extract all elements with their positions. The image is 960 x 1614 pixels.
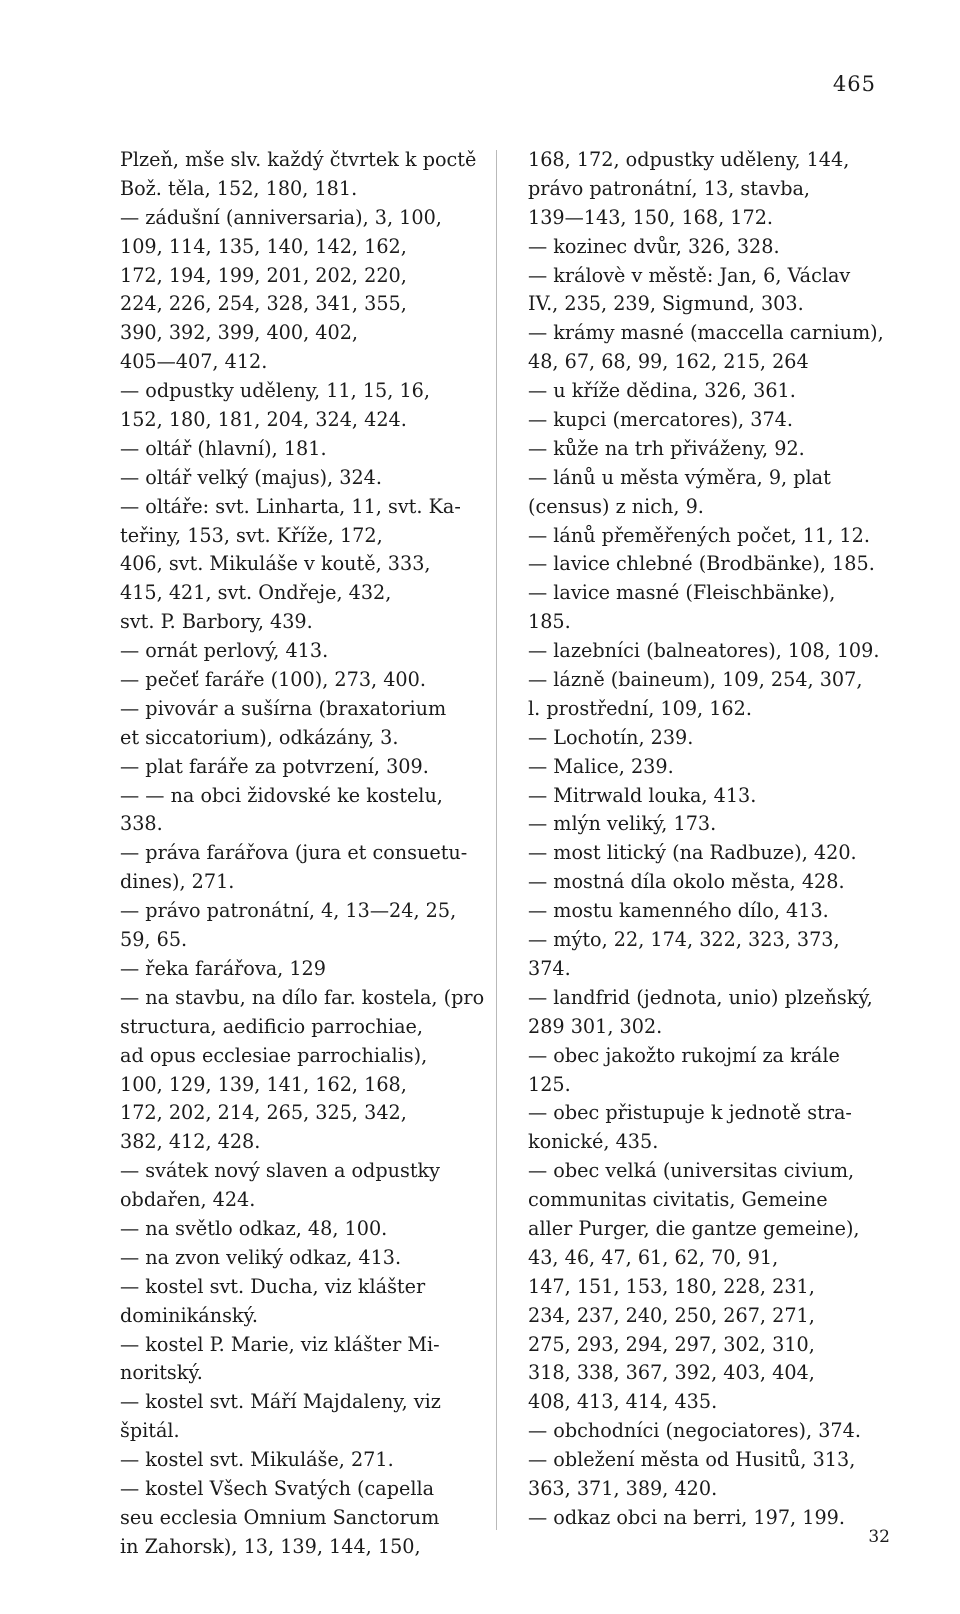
index-entry-line: — lázně (baineum), 109, 254, 307, — [528, 668, 863, 692]
index-entry-line: — obec přistupuje k jednotě stra- — [528, 1101, 852, 1125]
index-entry-line: — řeka farářova, 129 — [120, 956, 326, 980]
index-entry-line: — Mitrwald louka, 413. — [528, 783, 757, 807]
index-entry-line: IV., 235, 239, Sigmund, 303. — [528, 292, 804, 316]
index-entry-line: — obchodníci (negociatores), 374. — [528, 1419, 861, 1443]
index-entry-line: — obležení města od Husitů, 313, — [528, 1448, 856, 1472]
index-entry-line: (census) z nich, 9. — [528, 494, 704, 518]
index-entry-line: 374. — [528, 956, 571, 980]
index-entry-line: 338. — [120, 812, 163, 836]
index-entry-line: — pivovár a sušírna (braxatorium — [120, 696, 447, 720]
index-entry-line: 139—143, 150, 168, 172. — [528, 205, 773, 229]
index-entry-line: — ornát perlový, 413. — [120, 639, 329, 663]
index-entry-line: — na zvon veliký odkaz, 413. — [120, 1245, 402, 1269]
index-entry-line: špitál. — [120, 1419, 180, 1443]
index-entry-line: — — na obci židovské ke kostelu, — [120, 783, 443, 807]
index-entry-line: 48, 67, 68, 99, 162, 215, 264 — [528, 350, 809, 374]
index-entry-line: — kupci (mercatores), 374. — [528, 408, 793, 432]
index-entry-line: — na stavbu, na dílo far. kostela, (pro — [120, 985, 485, 1009]
index-entry-line: in Zahorsk), 13, 139, 144, 150, — [120, 1534, 421, 1558]
index-entry-line: — mlýn veliký, 173. — [528, 812, 717, 836]
index-entry-line: — mostná díla okolo města, 428. — [528, 870, 845, 894]
index-entry-line: — obec jakožto rukojmí za krále — [528, 1043, 840, 1067]
index-entry-line: svt. P. Barbory, 439. — [120, 610, 313, 634]
index-entry-line: 59, 65. — [120, 928, 188, 952]
index-entry-line: — kůže na trh přiváženy, 92. — [528, 436, 805, 460]
index-entry-line: 147, 151, 153, 180, 228, 231, — [528, 1274, 815, 1298]
index-entry-line: 185. — [528, 610, 571, 634]
index-entry-line: — královè v městě: Jan, 6, Václav — [528, 263, 851, 287]
index-entry-line: 275, 293, 294, 297, 302, 310, — [528, 1332, 815, 1356]
index-entry-line: — Lochotín, 239. — [528, 725, 694, 749]
index-entry-line: — Malice, 239. — [528, 754, 674, 778]
index-entry-line: — právo patronátní, 4, 13—24, 25, — [120, 899, 457, 923]
index-entry-line: — lavice chlebné (Brodbänke), 185. — [528, 552, 875, 576]
index-entry-line: — lánů přeměřených počet, 11, 12. — [528, 523, 870, 547]
index-entry-line: — plat faráře za potvrzení, 309. — [120, 754, 429, 778]
index-entry-line: dominikánský. — [120, 1303, 258, 1327]
index-entry-line: 363, 371, 389, 420. — [528, 1476, 718, 1500]
index-entry-line: communitas civitatis, Gemeine — [528, 1188, 828, 1212]
index-entry-line: 43, 46, 47, 61, 62, 70, 91, — [528, 1245, 779, 1269]
index-entry-line: noritský. — [120, 1361, 203, 1385]
index-entry-line: 125. — [528, 1072, 571, 1096]
index-entry-line: — svátek nový slaven a odpustky — [120, 1159, 441, 1183]
index-entry-line: 408, 413, 414, 435. — [528, 1390, 718, 1414]
index-entry-line: 172, 202, 214, 265, 325, 342, — [120, 1101, 407, 1125]
index-entry-line: — kozinec dvůr, 326, 328. — [528, 234, 780, 258]
index-entry-line: — pečeť faráře (100), 273, 400. — [120, 668, 426, 692]
index-entry-line: 415, 421, svt. Ondřeje, 432, — [120, 581, 392, 605]
index-entry-line: 234, 237, 240, 250, 267, 271, — [528, 1303, 815, 1327]
index-entry-line: — odkaz obci na berri, 197, 199. — [528, 1505, 845, 1529]
index-entry-line: — práva farářova (jura et consuetu- — [120, 841, 468, 865]
left-index-column — [120, 146, 488, 1562]
index-entry-line: 152, 180, 181, 204, 324, 424. — [120, 408, 407, 432]
index-entry-line: obdařen, 424. — [120, 1188, 256, 1212]
column-divider — [496, 150, 497, 1530]
index-entry-line: Bož. těla, 152, 180, 181. — [120, 176, 358, 200]
index-entry-line: — lazebníci (balneatores), 108, 109. — [528, 639, 880, 663]
index-entry-line: 289 301, 302. — [528, 1014, 663, 1038]
index-entry-line: seu ecclesia Omnium Sanctorum — [120, 1505, 440, 1529]
index-entry-line: dines), 271. — [120, 870, 235, 894]
index-entry-line: — oltáře: svt. Linharta, 11, svt. Ka- — [120, 494, 461, 518]
right-index-column — [528, 146, 910, 1533]
index-entry-line: 405—407, 412. — [120, 350, 268, 374]
index-entry-line: — mostu kamenného dílo, 413. — [528, 899, 829, 923]
index-entry-line: — kostel P. Marie, viz klášter Mi- — [120, 1332, 440, 1356]
index-entry-line: — oltář (hlavní), 181. — [120, 436, 327, 460]
index-entry-line: — oltář velký (majus), 324. — [120, 465, 382, 489]
index-entry-line: — obec velká (universitas civium, — [528, 1159, 855, 1183]
index-entry-line: právo patronátní, 13, stavba, — [528, 176, 811, 200]
index-entry-line: 168, 172, odpustky uděleny, 144, — [528, 148, 850, 171]
index-entry-line: 390, 392, 399, 400, 402, — [120, 321, 359, 345]
index-entry-line: 109, 114, 135, 140, 142, 162, — [120, 234, 407, 258]
index-entry-line: — na světlo odkaz, 48, 100. — [120, 1216, 388, 1240]
index-entry-line: — u kříže dědina, 326, 361. — [528, 379, 796, 403]
index-entry-line: 406, svt. Mikuláše v koutě, 333, — [120, 552, 431, 576]
index-entry-line: — lánů u města výměra, 9, plat — [528, 465, 831, 489]
index-entry-line: — lavice masné (Fleischbänke), — [528, 581, 836, 605]
index-entry-line: — odpustky uděleny, 11, 15, 16, — [120, 379, 430, 403]
index-entry-line: — mýto, 22, 174, 322, 323, 373, — [528, 928, 840, 952]
index-entry-line: — kostel svt. Máří Majdaleny, viz — [120, 1390, 441, 1414]
index-entry-line: — kostel svt. Mikuláše, 271. — [120, 1448, 394, 1472]
index-entry-line: aller Purger, die gantze gemeine), — [528, 1216, 860, 1240]
index-entry-line: — zádušní (anniversaria), 3, 100, — [120, 205, 442, 229]
index-entry-line: 100, 129, 139, 141, 162, 168, — [120, 1072, 407, 1096]
index-entry-line: — kostel Všech Svatých (capella — [120, 1476, 435, 1500]
signature-mark: 32 — [868, 1527, 890, 1547]
index-entry-line: l. prostřední, 109, 162. — [528, 696, 752, 720]
index-entry-line: structura, aedificio parrochiae, — [120, 1014, 424, 1038]
index-entry-line: ad opus ecclesiae parrochialis), — [120, 1043, 428, 1067]
page-number: 465 — [832, 72, 876, 96]
index-entry-line: — krámy masné (maccella carnium), — [528, 321, 884, 345]
index-entry-line: — most litický (na Radbuze), 420. — [528, 841, 857, 865]
index-entry-line: — landfrid (jednota, unio) plzeňský, — [528, 985, 873, 1009]
index-entry-line: 224, 226, 254, 328, 341, 355, — [120, 292, 407, 316]
index-entry-line: — kostel svt. Ducha, viz klášter — [120, 1274, 426, 1298]
index-entry-line: konické, 435. — [528, 1130, 659, 1154]
index-entry-line: 172, 194, 199, 201, 202, 220, — [120, 263, 407, 287]
index-entry-line: et siccatorium), odkázány, 3. — [120, 725, 399, 749]
index-entry-line: teřiny, 153, svt. Kříže, 172, — [120, 523, 383, 547]
index-entry-line: Plzeň, mše slv. každý čtvrtek k poctě — [120, 148, 477, 171]
index-entry-line: 318, 338, 367, 392, 403, 404, — [528, 1361, 815, 1385]
index-entry-line: 382, 412, 428. — [120, 1130, 261, 1154]
